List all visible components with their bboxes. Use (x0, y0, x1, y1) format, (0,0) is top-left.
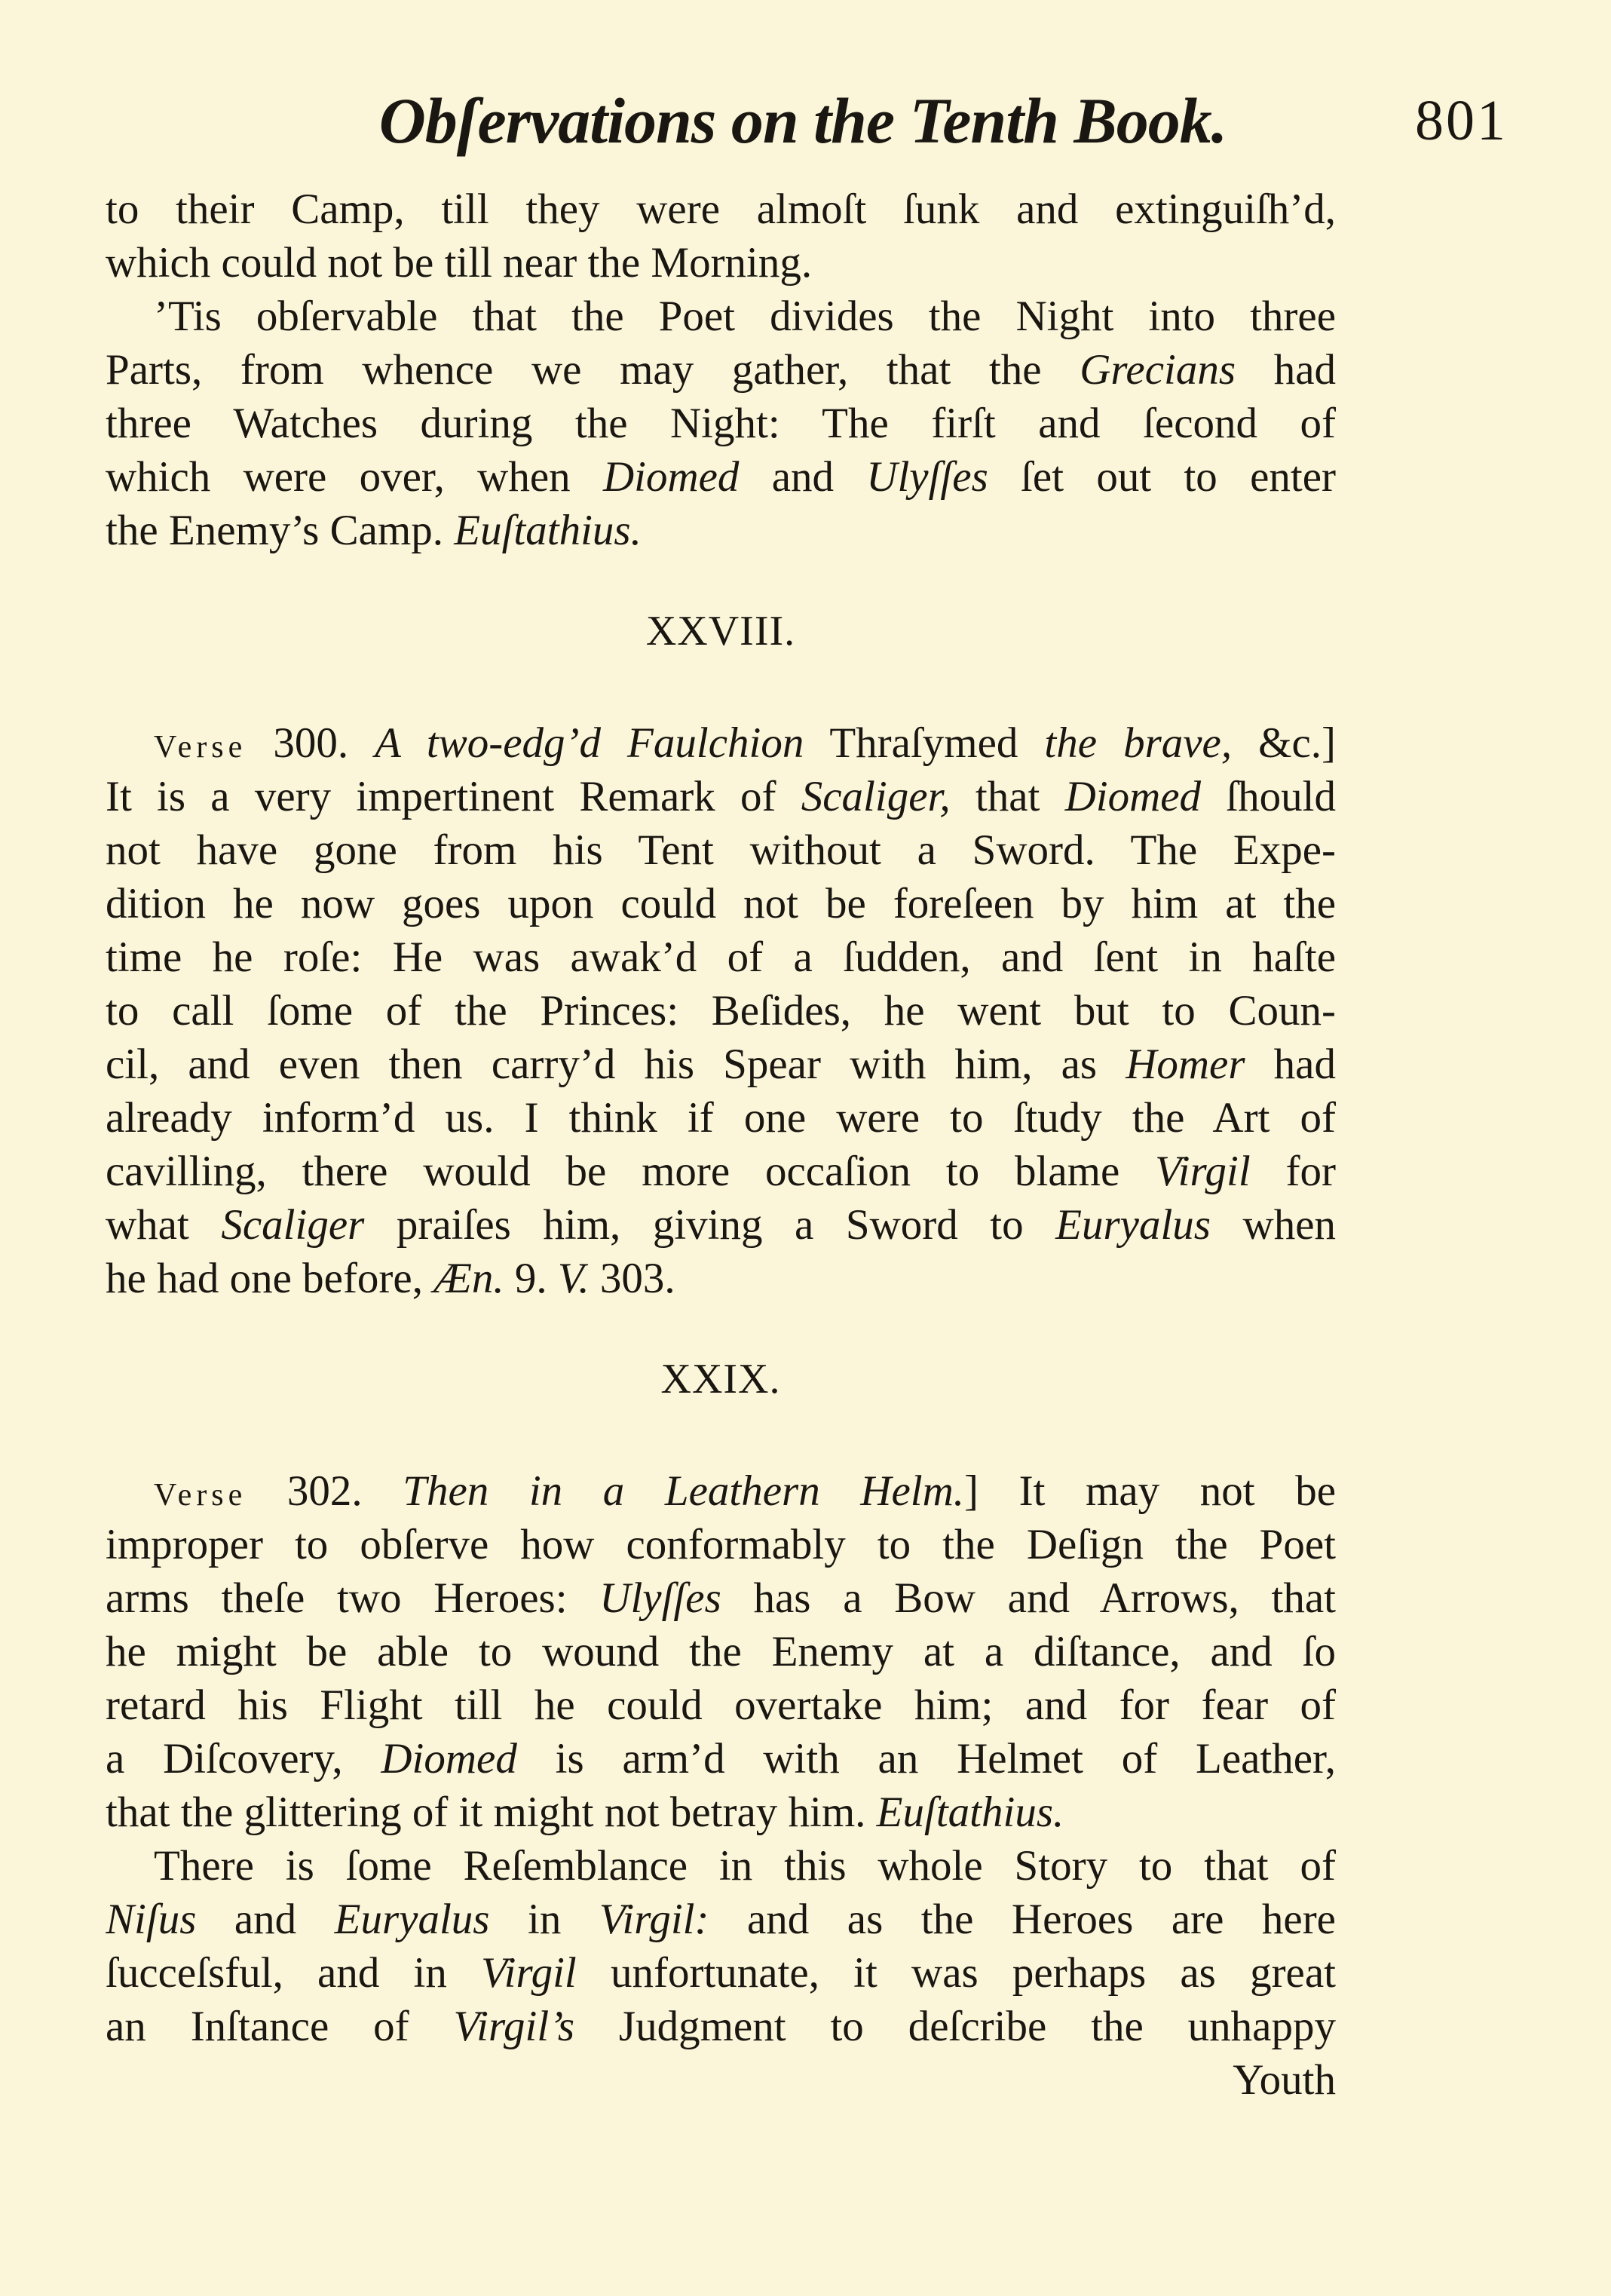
italic-name: Virgil (481, 1949, 577, 1997)
italic-name: Virgil: (599, 1896, 709, 1943)
source-citation: Euſtathius. (454, 507, 642, 554)
text-line: already inform’d us. I think if one were to ſtudy the Art of (106, 1094, 1336, 1142)
text-line: ’Tis obſervable that the Poet divides the Night into three (154, 293, 1336, 340)
italic-name: Euryalus (334, 1896, 490, 1943)
italic-name: Grecians (1080, 346, 1236, 394)
text-line: a Diſcovery, Diomed is arm’d with an Helmet of Leather, (106, 1735, 1336, 1783)
text-line: to call ſome of the Princes: Beſides, he went but to Coun- (106, 987, 1336, 1035)
quoted-lemma: A two-edg’d Faulchion (375, 719, 804, 767)
italic-name: Diomed (1064, 773, 1202, 820)
text-line: time he roſe: He was awak’d of a ſudden, and ſent in haſte (106, 933, 1336, 981)
running-title: Obſervations on the Tenth Book. (378, 84, 1227, 157)
catchword: Youth (1233, 2056, 1336, 2104)
source-citation: Euſtathius. (876, 1789, 1064, 1836)
text-line: which were over, when Diomed and Ulyſſes ſet out to enter (106, 453, 1336, 501)
verse-label: Verse (154, 730, 247, 765)
text-line: he had one before, Æn. 9. V. 303. (106, 1255, 675, 1302)
text-line: dition he now goes upon could not be foreſeen by him at the (106, 880, 1336, 927)
page-number: 801 (1415, 89, 1508, 152)
text-line: he might be able to wound the Enemy at a diſtance, and ſo (106, 1628, 1336, 1675)
italic-name: Niſus (106, 1896, 197, 1943)
note-paragraph (106, 1464, 1336, 1839)
italic-name: Diomed (602, 453, 740, 501)
running-head (106, 75, 1538, 166)
text-line: It is a very impertinent Remark of Scaliger, that Diomed ſhould (106, 773, 1336, 820)
text-line: Parts, from whence we may gather, that the Grecians had (106, 346, 1336, 394)
italic-name: Virgil’s (453, 2003, 575, 2050)
text-line: Verse 300. A two-edg’d Faulchion Thraſymed the brave, &c.] (154, 719, 1336, 767)
text-line: cavilling, there would be more occaſion to blame Virgil for (106, 1148, 1336, 1195)
note-paragraph (106, 716, 1336, 1305)
text-line: which could not be till near the Morning. (106, 239, 813, 287)
section-heading: XXVIII. (645, 608, 796, 654)
paragraph-continued (106, 182, 1336, 290)
verse-label: Verse (154, 1478, 247, 1513)
text-line: arms theſe two Heroes: Ulyſſes has a Bow and Arrows, that (106, 1574, 1336, 1622)
text-line: retard his Flight till he could overtake him; and for fear of (106, 1681, 1336, 1729)
italic-name: Ulyſſes (599, 1574, 721, 1622)
text-line: improper to obſerve how conformably to the Deſign the Poet (106, 1521, 1336, 1568)
text-line: three Watches during the Night: The firſt and ſecond of (106, 400, 1336, 447)
text-line: that the glittering of it might not betray him. Euſtathius. (106, 1789, 1064, 1836)
text-line: cil, and even then carry’d his Spear with him, as Homer had (106, 1041, 1336, 1088)
italic-name: Scaliger, (801, 773, 951, 820)
section-heading: XXIX. (660, 1356, 781, 1402)
italic-name: Ulyſſes (866, 453, 988, 501)
italic-name: Virgil (1155, 1148, 1251, 1195)
italic-reference: Æn. (433, 1255, 504, 1302)
text-line: not have gone from his Tent without a Sword. The Expe- (106, 826, 1336, 874)
text-line: an Inſtance of Virgil’s Judgment to deſcribe the unhappy (106, 2003, 1336, 2050)
quoted-lemma: Then in a Leathern Helm. (403, 1467, 965, 1515)
text-line: to their Camp, till they were almoſt ſunk and extinguiſh’d, (106, 185, 1336, 233)
text-line: There is ſome Reſemblance in this whole Story to that of (154, 1842, 1336, 1890)
italic-reference: V. (557, 1255, 590, 1302)
italic-name: Scaliger (221, 1201, 365, 1249)
text-line: ſucceſsful, and in Virgil unfortunate, it was perhaps as great (106, 1949, 1336, 1997)
paragraph (106, 290, 1336, 557)
italic-name: Homer (1126, 1041, 1245, 1088)
text-line: the Enemy’s Camp. Euſtathius. (106, 507, 642, 554)
body-text (106, 182, 1336, 2107)
italic-name: Diomed (381, 1735, 517, 1783)
italic-name: Euryalus (1055, 1201, 1211, 1249)
paragraph (106, 1839, 1336, 2107)
text-line: Verse 302. Then in a Leathern Helm.] It may not be (154, 1467, 1336, 1515)
text-line: what Scaliger praiſes him, giving a Sword to Euryalus when (106, 1201, 1336, 1249)
text-line: Niſus and Euryalus in Virgil: and as the Heroes are here (106, 1896, 1336, 1943)
